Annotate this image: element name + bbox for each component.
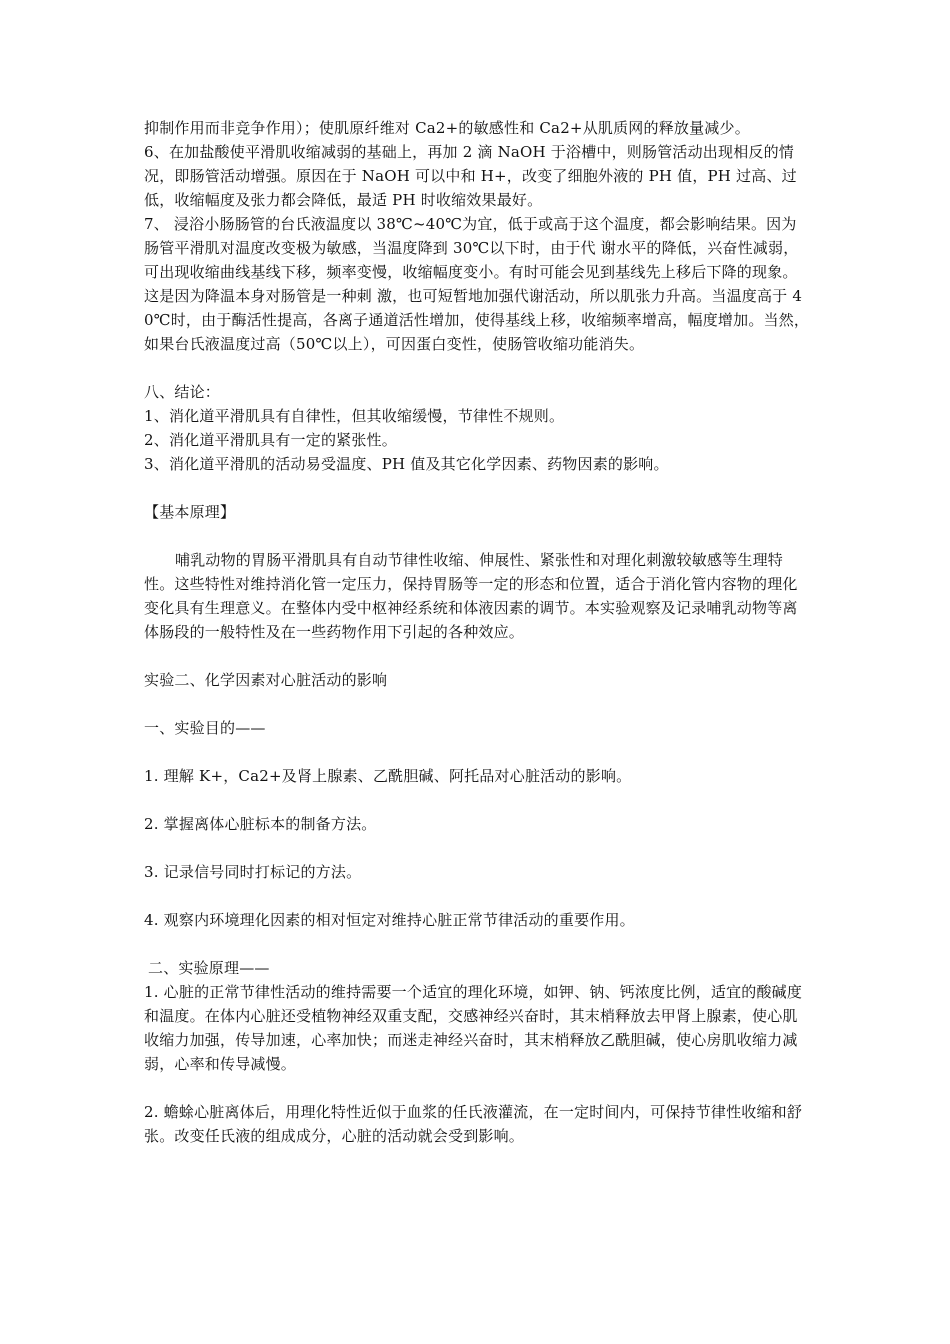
paragraph-item-6: 6、在加盐酸使平滑肌收缩减弱的基础上，再加 2 滴 NaOH 于浴槽中，则肠管活动出现相反的情况，即肠管活动增强。原因在于 NaOH 可以中和 H+，改变了细胞外液的 PH 值，PH 过高、过低，收缩幅度及张力都会降低，最适 PH 时收缩效果最好。	[144, 143, 797, 209]
paragraph-item-7: 7、 浸浴小肠肠管的台氏液温度以 38℃~40℃为宜，低于或高于这个温度，都会影响结果。因为肠管平滑肌对温度改变极为敏感，当温度降到 30℃以下时，由于代 谢水平的降低，兴奋性减弱，可出现收缩曲线基线下移，频率变慢，收缩幅度变小。有时可能会见到基线先上移后下降的现象。这是因为降温本身对肠管是一种刺 激，也可短暂地加强代谢活动，所以肌张力升高。当温度高于 40℃时，由于酶活性提高，各离子通道活性增加，使得基线上移，收缩频率增高，幅度增加。当然， 如果台氏液温度过高（50℃以上），可因蛋白变性，使肠管收缩功能消失。	[144, 215, 810, 353]
basic-principle-body: 哺乳动物的胃肠平滑肌具有自动节律性收缩、伸展性、紧张性和对理化刺激较敏感等生理特性。这些特性对维持消化管一定压力，保持胃肠等一定的形态和位置，适合于消化管内容物的理化变化具有生理意义。在整体内受中枢神经系统和体液因素的调节。本实验观察及记录哺乳动物等离体肠段的一般特性及在一些药物作用下引起的各种效应。	[144, 551, 798, 641]
principle-heading: 二、实验原理——	[148, 959, 270, 977]
conclusion-item-3: 3、消化道平滑肌的活动易受温度、PH 值及其它化学因素、药物因素的影响。	[144, 455, 669, 473]
principle-item-2: 2. 蟾蜍心脏离体后，用理化特性近似于血浆的任氏液灌流，在一定时间内，可保持节律性收缩和舒张。改变任氏液的组成成分，心脏的活动就会受到影响。	[144, 1103, 803, 1145]
document-page	[144, 116, 810, 1148]
objective-item-3: 3. 记录信号同时打标记的方法。	[144, 863, 362, 881]
experiment-two-title: 实验二、化学因素对心脏活动的影响	[144, 671, 388, 689]
objective-item-1: 1. 理解 K+，Ca2+及肾上腺素、乙酰胆碱、阿托品对心脏活动的影响。	[144, 767, 632, 785]
conclusion-item-1: 1、消化道平滑肌具有自律性，但其收缩缓慢，节律性不规则。	[144, 407, 565, 425]
basic-principle-heading: 【基本原理】	[144, 503, 236, 521]
objective-item-2: 2. 掌握离体心脏标本的制备方法。	[144, 815, 377, 833]
principle-item-1: 1. 心脏的正常节律性活动的维持需要一个适宜的理化环境，如钾、钠、钙浓度比例，适宜的酸碱度和温度。在体内心脏还受植物神经双重支配，交感神经兴奋时，其末梢释放去甲肾上腺素，使心肌收缩力加强，传导加速，心率加快；而迷走神经兴奋时，其末梢释放乙酰胆碱，使心房肌收缩力减弱，心率和传导减慢。	[144, 983, 803, 1073]
objective-item-4: 4. 观察内环境理化因素的相对恒定对维持心脏正常节律活动的重要作用。	[144, 911, 635, 929]
conclusion-item-2: 2、消化道平滑肌具有一定的紧张性。	[144, 431, 397, 449]
conclusion-heading: 八、结论：	[144, 383, 221, 401]
paragraph-calcium-effect: 抑制作用而非竞争作用）；使肌原纤维对 Ca2+的敏感性和 Ca2+从肌质网的释放量减少。	[144, 119, 750, 137]
objectives-heading: 一、实验目的——	[144, 719, 266, 737]
